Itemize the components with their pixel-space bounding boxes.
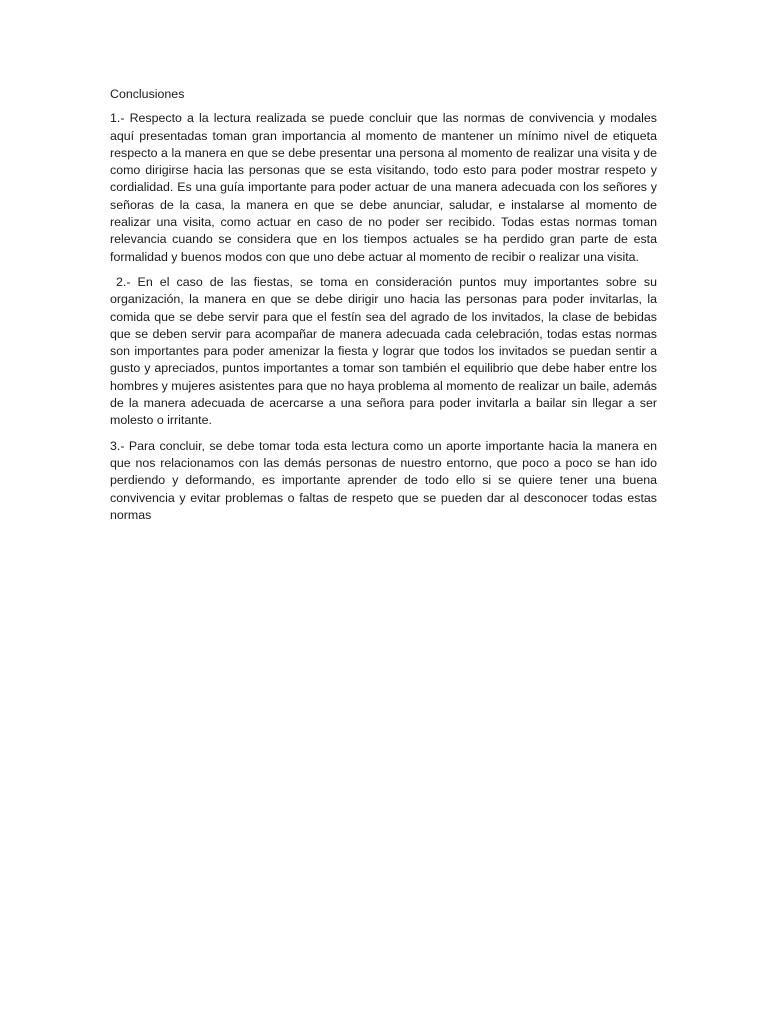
document-body — [110, 86, 657, 532]
paragraph-1: 1.- Respecto a la lectura realizada se puede concluir que las normas de convivencia y modales aquí presentadas toman gran importancia al momento de mantener un mínimo nivel de etiqueta respecto a la manera en que se debe presentar una persona al momento de realizar una visita y de como dirigirse hacia las personas que se esta visitando, todo esto para poder mostrar respeto y cordialidad. Es una guía importante para poder actuar de una manera adecuada con los señores y señoras de la casa, la manera en que se debe anunciar, saludar, e instalarse al momento de realizar una visita, como actuar en caso de no poder ser recibido. Todas estas normas toman relevancia cuando se considera que en los tiempos actuales se ha perdido gran parte de esta formalidad y buenos modos con que uno debe actuar al momento de recibir o realizar una visita. — [110, 111, 657, 264]
paragraph-3: 3.- Para concluir, se debe tomar toda esta lectura como un aporte importante hacia la manera en que nos relacionamos con las demás personas de nuestro entorno, que poco a poco se han ido perdiendo y deformando, es importante aprender de todo ello si se quiere tener una buena convivencia y evitar problemas o faltas de respeto que se pueden dar al desconocer todas estas normas — [110, 438, 657, 522]
document-title: Conclusiones — [110, 87, 185, 101]
paragraph-2: 2.- En el caso de las fiestas, se toma en consideración puntos muy importantes sobre su organización, la manera en que se debe dirigir uno hacia las personas para poder invitarlas, la comida que se debe servir para que el festín sea del agrado de los invitados, la clase de bebidas que se deben servir para acompañar de manera adecuada cada celebración, todas estas normas son importantes para poder amenizar la fiesta y lograr que todos los invitados se puedan sentir a gusto y apreciados, puntos importantes a tomar son también el equilibrio que debe haber entre los hombres y mujeres asistentes para que no haya problema al momento de realizar un baile, además de la manera adecuada de acercarse a una señora para poder invitarla a bailar sin llegar a ser molesto o irritante. — [110, 274, 657, 428]
